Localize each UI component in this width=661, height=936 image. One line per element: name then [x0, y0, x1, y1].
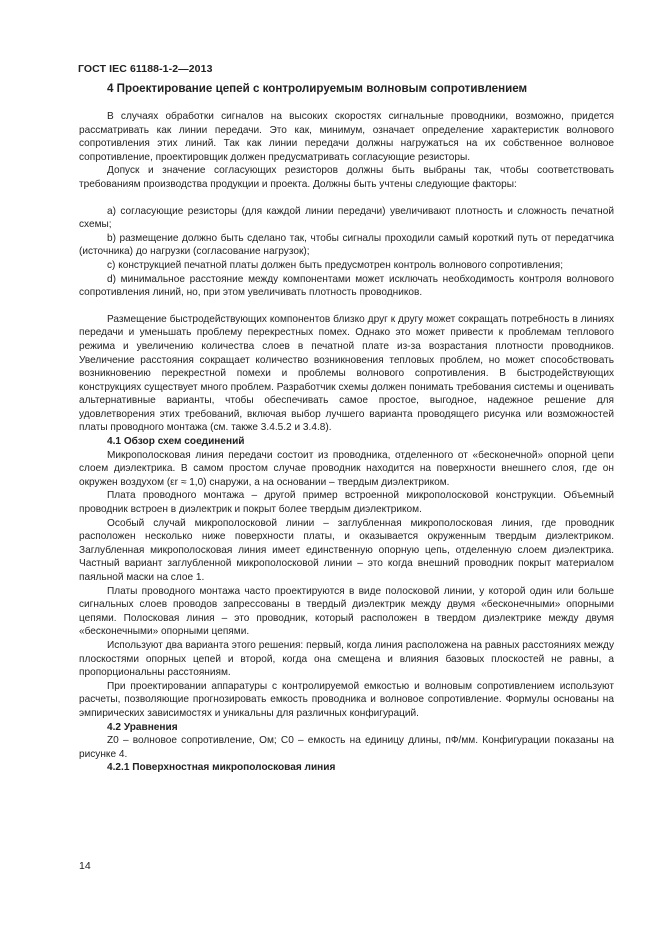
- list-item: a) согласующие резисторы (для каждой линии передачи) увеличивают плотность и сложность печатной схемы;: [79, 205, 614, 231]
- paragraph: Особый случай микрополосковой линии – заглубленная микрополосковая линия, где проводник расположен несколько ниже поверхности платы, и оказывается окруженным твердым диэлектриком. Заглубленная микрополосковая линия имеет единственную опорную цепь, отделенную слоем диэлектрика. Частный вариант заглубленной микрополосковой линии – это когда внешний проводник покрыт материалом паяльной маски на слое 1.: [79, 517, 614, 583]
- paragraph: Плата проводного монтажа – другой пример встроенной микрополосковой конструкции. Объемный проводник встроен в диэлектрик и покрыт более твердым диэлектриком.: [79, 490, 614, 516]
- page-number: 14: [79, 860, 91, 872]
- document-body: [79, 110, 614, 775]
- list-item: d) минимальное расстояние между компонентами может исключать необходимость контроля волнового сопротивления линий, но, при этом увеличивать плотность проводников.: [79, 273, 614, 299]
- list-item: b) размещение должно быть сделано так, чтобы сигналы проходили самый короткий путь от передатчика (источника) до нагрузки (согласование нагрузок);: [79, 232, 614, 258]
- paragraph: Размещение быстродействующих компонентов близко друг к другу может сокращать потребность в линиях передачи и уменьшать проблему перекрестных помех. Однако это может привести к проблемам теплового режима и увеличению количества слоев в печатной плате из-за возрастания плотности проводников. Увеличение расстояния сокращает количество возникновения тепловых проблем, но может способствовать возникновению перекрестной помехи и проблемы волнового сопротивления. В быстродействующих конструкциях существует много проблем. Разработчик схемы должен понимать требования системы и оценивать альтернативные варианты, чтобы обеспечивать самое простое, выгодное, надежное решение для удовлетворения этих требований, включая выбор лучшего варианта проводящего рисунка или возможностей платы проводного монтажа (см. также 3.4.5.2 и 3.4.8).: [79, 313, 614, 434]
- paragraph: Используют два варианта этого решения: первый, когда линия расположена на равных расстояниях между плоскостями опорных цепей и второй, когда она смещена и влияния базовых плоскостей не равны, а пропорциональны расстояниям.: [79, 639, 614, 679]
- section-title: 4 Проектирование цепей с контролируемым волновым сопротивлением: [107, 82, 528, 95]
- subsection-heading: 4.2 Уравнения: [107, 721, 178, 733]
- paragraph: В случаях обработки сигналов на высоких скоростях сигнальные проводники, возможно, придется рассматривать как линии передачи. Это как, минимум, означает определение характеристик волнового сопротивления этих линий. Так как линии передачи должны нагружаться на их собственное волновое сопротивление, проектировщик должен предусматривать согласующие резисторы.: [79, 111, 614, 163]
- paragraph: Допуск и значение согласующих резисторов должны быть выбраны так, чтобы соответствовать требованиям производства продукции и проекта. Должны быть учтены следующие факторы:: [79, 165, 614, 190]
- subsection-heading: 4.2.1 Поверхностная микрополосковая линия: [107, 762, 336, 774]
- paragraph: Z0 – волновое сопротивление, Ом; C0 – емкость на единицу длины, пФ/мм. Конфигурации показаны на рисунке 4.: [79, 735, 614, 760]
- document-code: ГОСТ IEC 61188-1-2—2013: [78, 63, 213, 75]
- paragraph: Платы проводного монтажа часто проектируются в виде полосковой линии, у которой один или больше сигнальных слоев проводов запрессованы в твердый диэлектрик между двумя «бесконечными» опорными цепями. Полосковая линия – это проводник, который расположен в твердом диэлектрике между двумя «бесконечными» опорными цепями.: [79, 585, 614, 638]
- list-item: c) конструкцией печатной платы должен быть предусмотрен контроль волнового сопротивления;: [107, 259, 564, 271]
- subsection-heading: 4.1 Обзор схем соединений: [107, 436, 245, 448]
- paragraph: При проектировании аппаратуры с контролируемой емкостью и волновым сопротивлением используют расчеты, позволяющие прогнозировать емкость проводника и волновое сопротивление. Формулы основаны на эмпирических зависимостях и уникальны для различных конфигураций.: [79, 680, 614, 719]
- paragraph: Микрополосковая линия передачи состоит из проводника, отделенного от «бесконечной» опорной цепи слоем диэлектрика. В самом простом случае проводник находится на поверхности внешнего слоя, где он окружен воздухом (εr ≈ 1,0) снаружи, а на основании – твердым диэлектриком.: [79, 449, 614, 488]
